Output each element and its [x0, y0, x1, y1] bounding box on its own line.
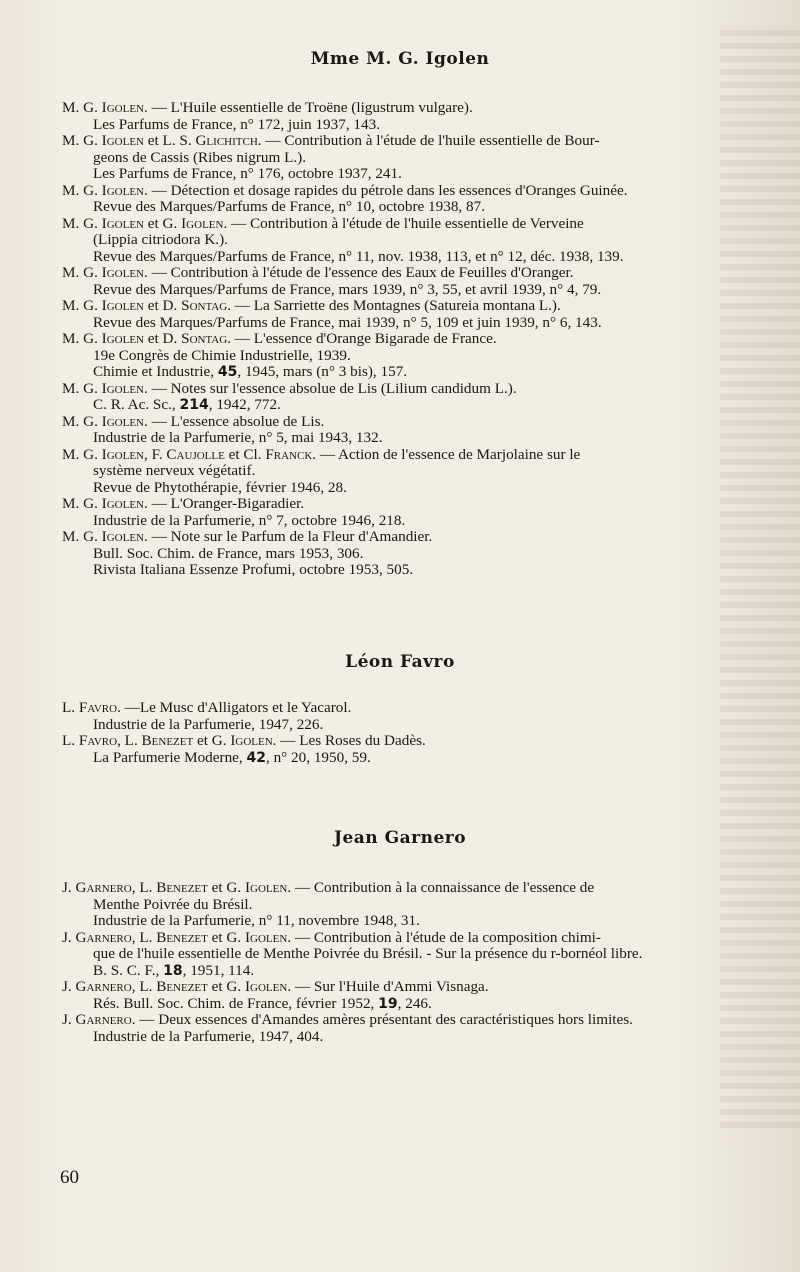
bibliography-entry [62, 265, 772, 298]
author-name: Igolen [101, 412, 144, 430]
text-segment: que de l'huile essentielle de Menthe Poivrée du Brésil. - Sur la présence du r-bornéol libre. [93, 945, 643, 962]
text-segment: M. G. [62, 330, 102, 347]
text-segment: M. G. [62, 297, 102, 314]
entry-authors-title [62, 100, 772, 117]
text-segment: Revue des Marques/Parfums de France, mai 1939, n° 5, 109 et juin 1939, n° 6, 143. [93, 313, 602, 331]
author-name: Franck [265, 445, 313, 463]
section-title-favro: Léon Favro [345, 652, 455, 672]
entry-reference-line [62, 166, 772, 183]
text-segment: L. [62, 732, 79, 749]
text-segment: , 1942, 772. [208, 396, 281, 413]
entry-reference-line [62, 282, 772, 299]
volume-number: 19 [378, 995, 398, 1012]
bibliography-list-igolen [62, 100, 772, 579]
author-name: Igolen [230, 732, 273, 749]
page-number: 60 [60, 1167, 79, 1188]
entry-reference-line [62, 364, 772, 381]
text-segment: . —Le Musc d'Alligators et le Yacarol. [117, 699, 352, 716]
author-name: Garnero [75, 978, 132, 995]
text-segment: M. G. [62, 132, 102, 149]
bibliography-entry [62, 183, 772, 216]
text-segment: . — Note sur le Parfum de la Fleur d'Amandier. [144, 528, 433, 545]
text-segment: M. G. [62, 181, 102, 199]
author-name: Garnero [75, 879, 132, 896]
entry-authors-title [62, 1012, 772, 1029]
entry-reference-line [62, 150, 772, 167]
entry-reference-line [62, 117, 772, 134]
entry-authors-title [62, 331, 772, 348]
entry-reference-line [62, 397, 772, 414]
entry-reference-line [62, 249, 772, 266]
entry-reference-line [62, 513, 772, 530]
bibliography-entry [62, 496, 772, 529]
text-segment: M. G. [62, 379, 102, 397]
volume-number: 45 [217, 364, 238, 380]
entry-reference-line [62, 750, 772, 767]
text-segment: Rivista Italiana Essenze Profumi, octobre 1953, 505. [93, 561, 414, 578]
author-name: Igolen [101, 297, 144, 314]
text-segment: et G. [207, 978, 245, 995]
text-segment: , L. [131, 928, 157, 946]
author-name: Sontag [181, 297, 228, 314]
author-name: Igolen [101, 214, 144, 232]
author-name: Benezet [156, 928, 208, 946]
bibliography-entry [62, 979, 772, 1012]
author-name: Igolen [244, 879, 288, 896]
text-segment: . — L'Huile essentielle de Troëne (ligustrum vulgare). [144, 99, 473, 116]
author-name: Igolen [101, 99, 144, 116]
entry-reference-line [62, 946, 772, 963]
text-segment: . — Deux essences d'Amandes amères présentant des caractéristiques hors limites. [131, 1011, 633, 1028]
entry-reference-line [62, 480, 772, 497]
entry-authors-title [62, 133, 772, 150]
text-segment: M. G. [62, 264, 102, 281]
entry-authors-title [62, 529, 772, 546]
entry-reference-line [62, 897, 772, 914]
text-segment: M. G. [62, 495, 102, 512]
bibliography-entry [62, 529, 772, 579]
entry-reference-line [62, 546, 772, 563]
entry-reference-line [62, 348, 772, 365]
text-segment: Les Parfums de France, n° 172, juin 1937, 143. [93, 115, 380, 133]
entry-authors-title [62, 979, 772, 996]
text-segment: Revue des Marques/Parfums de France, n° 11, nov. 1938, 113, et n° 12, déc. 1938, 139. [93, 247, 624, 265]
entry-authors-title [62, 733, 772, 750]
entry-authors-title [62, 414, 772, 431]
text-segment: J. [62, 928, 76, 946]
text-segment: et G. [193, 732, 231, 749]
entry-authors-title [62, 700, 772, 717]
author-name: Igolen [244, 928, 288, 946]
bibliography-entry [62, 700, 772, 733]
text-segment: . — Détection et dosage rapides du pétrole dans les essences d'Oranges Guinée. [144, 181, 628, 199]
author-name: Benezet [141, 732, 194, 749]
text-segment: M. G. [62, 445, 102, 463]
text-segment: M. G. [62, 528, 102, 545]
author-name: Igolen [244, 978, 288, 995]
author-name: Igolen [101, 132, 144, 149]
text-segment: La Parfumerie Moderne, [93, 748, 247, 766]
bibliography-entry [62, 733, 772, 766]
text-segment: , L. [131, 978, 157, 995]
text-segment: , F. [144, 445, 167, 463]
author-name: Igolen [101, 495, 144, 512]
text-segment: . — Contribution à l'étude de l'huile essentielle de Bour- [257, 132, 600, 149]
bibliography-entry [62, 100, 772, 133]
entry-reference-line [62, 199, 772, 216]
text-segment: Industrie de la Parfumerie, n° 5, mai 1943, 132. [93, 429, 383, 446]
bibliography-list-favro [62, 700, 772, 766]
author-name: Sontag [181, 330, 228, 347]
text-segment: Bull. Soc. Chim. de France, mars 1953, 306. [93, 544, 364, 562]
entry-reference-line [62, 963, 772, 980]
entry-reference-line [62, 463, 772, 480]
volume-number: 42 [246, 749, 266, 766]
bibliography-list-garnero [62, 880, 772, 1045]
bibliography-entry [62, 216, 772, 266]
author-name: Favro [78, 699, 118, 716]
text-segment: Revue des Marques/Parfums de France, n° 10, octobre 1938, 87. [93, 198, 485, 215]
text-segment: M. G. [62, 214, 102, 232]
text-segment: . — La Sarriette des Montagnes (Satureia montana L.). [227, 297, 561, 314]
text-segment: et G. [144, 214, 182, 232]
entry-reference-line [62, 562, 772, 579]
entry-reference-line [62, 232, 772, 249]
text-segment: et Cl. [224, 445, 266, 463]
text-segment: . — L'essence d'Orange Bigarade de France. [227, 330, 497, 347]
text-segment: Chimie et Industrie, [93, 363, 218, 380]
bibliography-entry [62, 930, 772, 980]
text-segment: J. [62, 879, 76, 896]
text-segment: , 246. [397, 994, 432, 1012]
text-segment: L. [62, 699, 79, 716]
author-name: Igolen [101, 330, 144, 347]
author-name: Benezet [156, 978, 208, 995]
entry-authors-title [62, 298, 772, 315]
text-segment: Industrie de la Parfumerie, n° 11, novembre 1948, 31. [93, 912, 420, 929]
text-segment: et L. S. [144, 132, 196, 149]
text-segment: , L. [131, 879, 157, 896]
author-name: Igolen [101, 528, 144, 545]
author-name: Garnero [75, 1011, 132, 1028]
text-segment: J. [62, 978, 76, 995]
text-segment: . — Les Roses du Dadès. [272, 732, 426, 749]
text-segment: M. G. [62, 412, 102, 430]
entry-authors-title [62, 496, 772, 513]
text-segment: M. G. [62, 99, 102, 116]
text-segment: . — Contribution à l'étude de l'huile essentielle de Verveine [223, 214, 584, 232]
text-segment: C. R. Ac. Sc., [93, 396, 180, 413]
author-name: Igolen [101, 264, 144, 281]
text-segment: , L. [117, 732, 142, 749]
entry-authors-title [62, 265, 772, 282]
section-title-garnero: Jean Garnero [333, 828, 467, 848]
volume-number: 214 [179, 397, 209, 413]
entry-reference-line [62, 430, 772, 447]
author-name: Igolen [101, 445, 144, 463]
text-segment: . — Contribution à l'étude de l'essence des Eaux de Feuilles d'Oranger. [144, 264, 574, 281]
entry-authors-title [62, 447, 772, 464]
text-segment: et G. [207, 879, 245, 896]
text-segment: . — Notes sur l'essence absolue de Lis (Lilium candidum L.). [144, 379, 517, 397]
text-segment: . — Contribution à la connaissance de l'essence de [287, 879, 595, 896]
author-name: Igolen [181, 214, 224, 232]
entry-reference-line [62, 1029, 772, 1046]
author-name: Igolen [101, 379, 144, 397]
bibliography-entry [62, 447, 772, 497]
text-segment: 19e Congrès de Chimie Industrielle, 1939. [93, 346, 351, 364]
entry-authors-title [62, 381, 772, 398]
text-segment: Industrie de la Parfumerie, 1947, 404. [93, 1027, 324, 1045]
bibliography-entry [62, 1012, 772, 1045]
entry-authors-title [62, 930, 772, 947]
bibliography-entry [62, 381, 772, 414]
text-segment: (Lippia citriodora K.). [93, 231, 228, 248]
entry-authors-title [62, 216, 772, 233]
text-segment: , 1951, 114. [182, 961, 255, 979]
text-segment: et D. [144, 297, 182, 314]
text-segment: Industrie de la Parfumerie, n° 7, octobre 1946, 218. [93, 511, 406, 529]
text-segment: et G. [207, 928, 245, 946]
bibliography-entry [62, 133, 772, 183]
bibliography-entry [62, 298, 772, 331]
text-segment: . — L'Oranger-Bigaradier. [144, 495, 305, 512]
author-name: Benezet [156, 879, 208, 896]
text-segment: J. [62, 1011, 76, 1028]
text-segment: . — Sur l'Huile d'Ammi Visnaga. [287, 978, 489, 995]
text-segment: geons de Cassis (Ribes nigrum L.). [93, 148, 307, 166]
section-title-igolen: Mme M. G. Igolen [310, 49, 490, 69]
bibliography-entry [62, 331, 772, 381]
text-segment: , 1945, mars (n° 3 bis), 157. [237, 363, 408, 380]
text-segment: , n° 20, 1950, 59. [265, 748, 371, 766]
volume-number: 18 [163, 962, 183, 979]
bibliography-entry [62, 880, 772, 930]
author-name: Igolen [101, 181, 144, 199]
text-segment: . — Action de l'essence de Marjolaine sur le [312, 445, 581, 463]
text-segment: Industrie de la Parfumerie, 1947, 226. [93, 715, 324, 733]
bibliography-entry [62, 414, 772, 447]
text-segment: Revue de Phytothérapie, février 1946, 28. [93, 478, 347, 496]
entry-authors-title [62, 880, 772, 897]
entry-authors-title [62, 183, 772, 200]
text-segment: Les Parfums de France, n° 176, octobre 1937, 241. [93, 165, 402, 182]
author-name: Favro [78, 732, 118, 749]
text-segment: B. S. C. F., [93, 961, 164, 979]
author-name: Caujolle [166, 445, 225, 463]
entry-reference-line [62, 996, 772, 1013]
author-name: Garnero [75, 928, 132, 946]
entry-reference-line [62, 315, 772, 332]
text-segment: . — Contribution à l'étude de la composition chimi- [287, 928, 601, 946]
text-segment: . — L'essence absolue de Lis. [144, 412, 325, 430]
entry-reference-line [62, 717, 772, 734]
text-segment: Rés. Bull. Soc. Chim. de France, février 1952, [93, 994, 379, 1012]
text-segment: et D. [144, 330, 182, 347]
text-segment: Revue des Marques/Parfums de France, mars 1939, n° 3, 55, et avril 1939, n° 4, 79. [93, 280, 602, 298]
entry-reference-line [62, 913, 772, 930]
text-segment: Menthe Poivrée du Brésil. [93, 895, 253, 913]
text-segment: système nerveux végétatif. [93, 462, 256, 479]
author-name: Glichitch [195, 132, 258, 149]
